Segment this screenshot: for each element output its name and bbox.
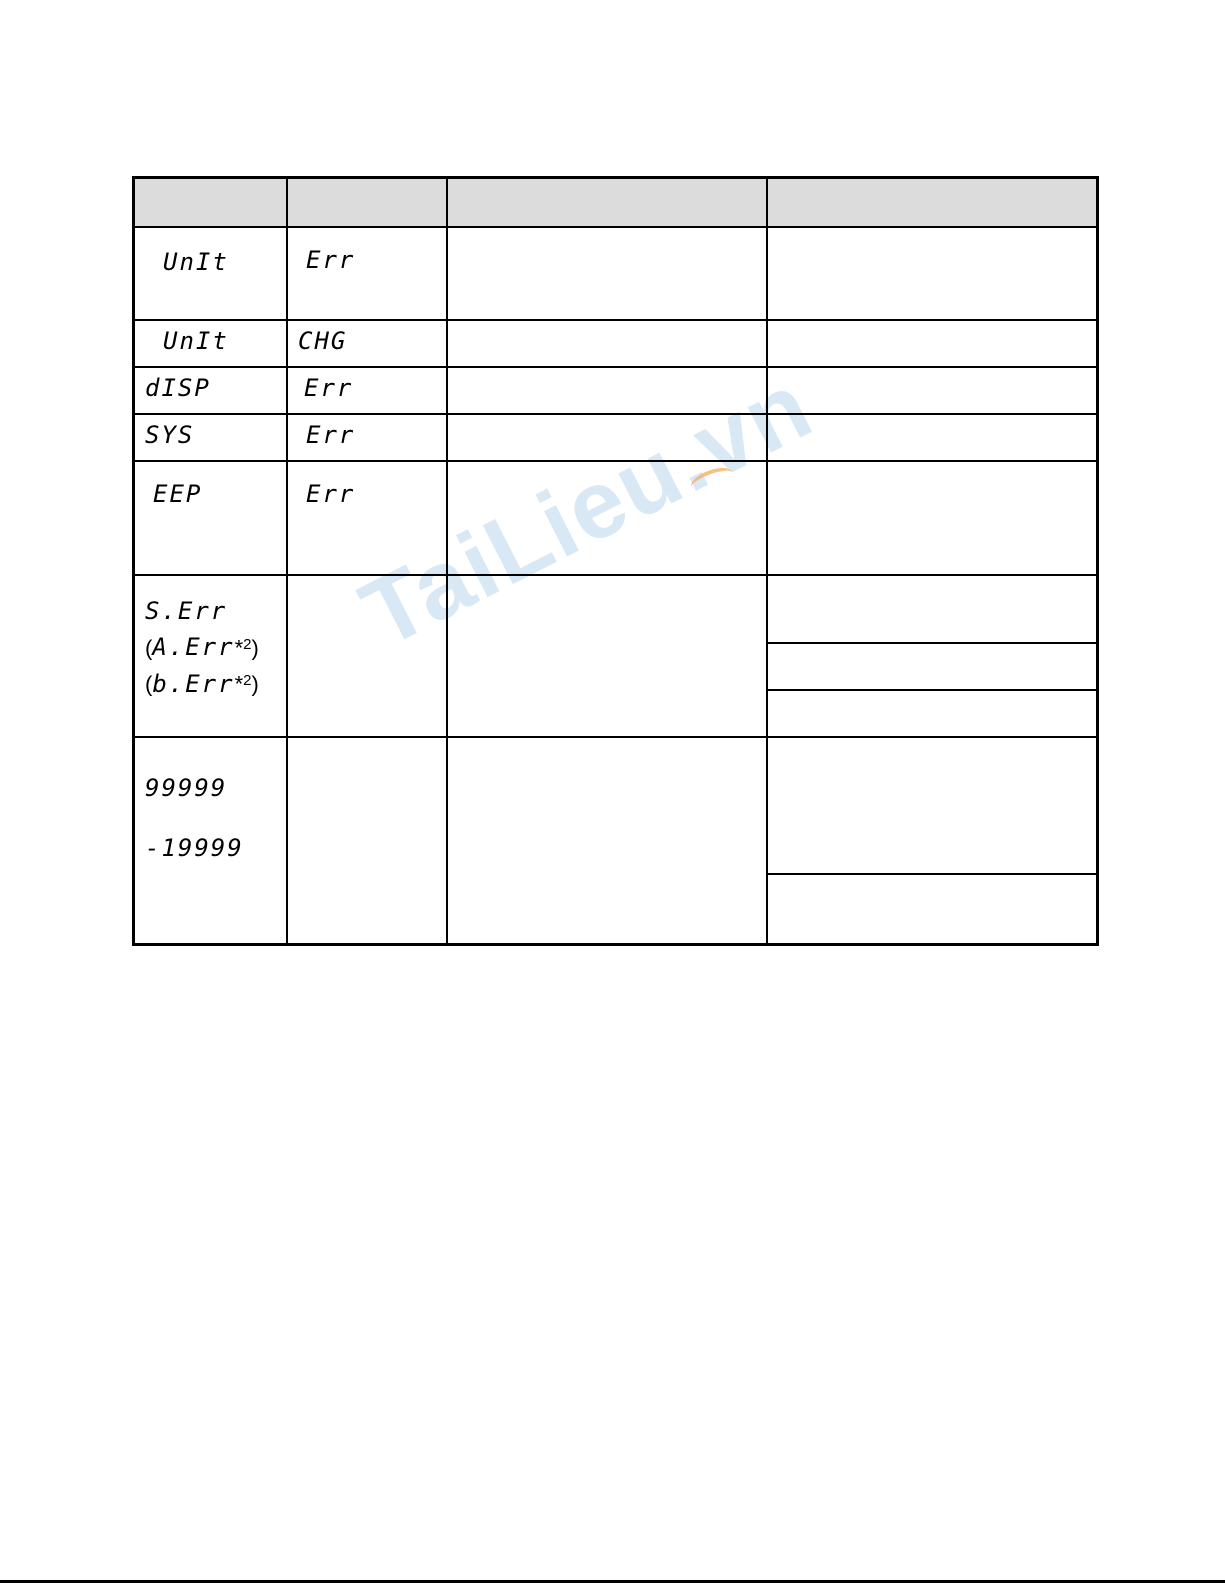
- display-status: CHG: [298, 327, 348, 355]
- remedy-cell: [767, 874, 1098, 944]
- status-cell: [287, 575, 447, 737]
- display-code-sensor: S.Err: [145, 597, 228, 625]
- remedy-cell: [767, 737, 1098, 874]
- display-overflow-low: -19999: [145, 834, 244, 862]
- display-overflow-high: 99999: [145, 774, 228, 802]
- status-cell: [287, 461, 447, 575]
- display-status: Err: [306, 480, 356, 508]
- display-status: Err: [306, 421, 356, 449]
- display-code: SYS: [145, 421, 195, 449]
- error-code-table: [132, 176, 1099, 946]
- table-row: [134, 367, 1098, 414]
- remedy-cell: [767, 690, 1098, 737]
- page-bottom-rule: [0, 1580, 1225, 1583]
- display-code: UnIt: [163, 327, 229, 355]
- code-cell: [134, 320, 288, 367]
- code-cell: [134, 461, 288, 575]
- display-code: dISP: [145, 374, 211, 402]
- code-cell: [134, 575, 288, 737]
- remedy-cell: [767, 367, 1098, 414]
- status-cell: [287, 367, 447, 414]
- remedy-cell: [767, 461, 1098, 575]
- watermark: TaiLieu.vn: [345, 351, 829, 669]
- status-cell: [287, 320, 447, 367]
- remedy-cell: [767, 414, 1098, 461]
- cause-cell: [447, 320, 767, 367]
- table-row: [134, 575, 1098, 643]
- footnote-mark: *: [234, 635, 244, 661]
- cause-cell: [447, 367, 767, 414]
- remedy-cell: [767, 643, 1098, 690]
- display-code-b: b.Err: [152, 669, 235, 698]
- remedy-cell: [767, 320, 1098, 367]
- footnote-mark: *: [234, 671, 244, 697]
- display-code: UnIt: [163, 248, 229, 276]
- cause-cell: [447, 575, 767, 737]
- paren-open: (: [145, 671, 153, 697]
- footnote-number: 2: [243, 636, 252, 653]
- footnote-number: 2: [243, 672, 252, 690]
- remedy-cell: [767, 575, 1098, 643]
- table-header-row: [134, 178, 1098, 228]
- code-cell: [134, 737, 288, 944]
- status-cell: [287, 737, 447, 944]
- table-row: [134, 737, 1098, 874]
- header-cell-4: [767, 178, 1098, 228]
- display-status: Err: [304, 374, 354, 402]
- cause-cell: [447, 227, 767, 320]
- remedy-cell: [767, 227, 1098, 320]
- display-code-a: A.Err: [152, 633, 235, 662]
- code-cell: [134, 414, 288, 461]
- code-cell: [134, 367, 288, 414]
- status-cell: [287, 414, 447, 461]
- header-cell-1: [134, 178, 288, 228]
- header-cell-3: [447, 178, 767, 228]
- table-row: [134, 414, 1098, 461]
- paren-open: (: [145, 635, 153, 661]
- code-cell: [134, 227, 288, 320]
- status-cell: [287, 227, 447, 320]
- table-row: [134, 461, 1098, 575]
- header-cell-2: [287, 178, 447, 228]
- display-code: EEP: [153, 480, 203, 508]
- table-row: [134, 320, 1098, 367]
- cause-cell: [447, 414, 767, 461]
- display-status: Err: [306, 246, 356, 274]
- cause-cell: [447, 737, 767, 944]
- paren-close: ): [251, 671, 259, 697]
- table-row: [134, 227, 1098, 320]
- paren-close: ): [251, 635, 259, 661]
- cause-cell: [447, 461, 767, 575]
